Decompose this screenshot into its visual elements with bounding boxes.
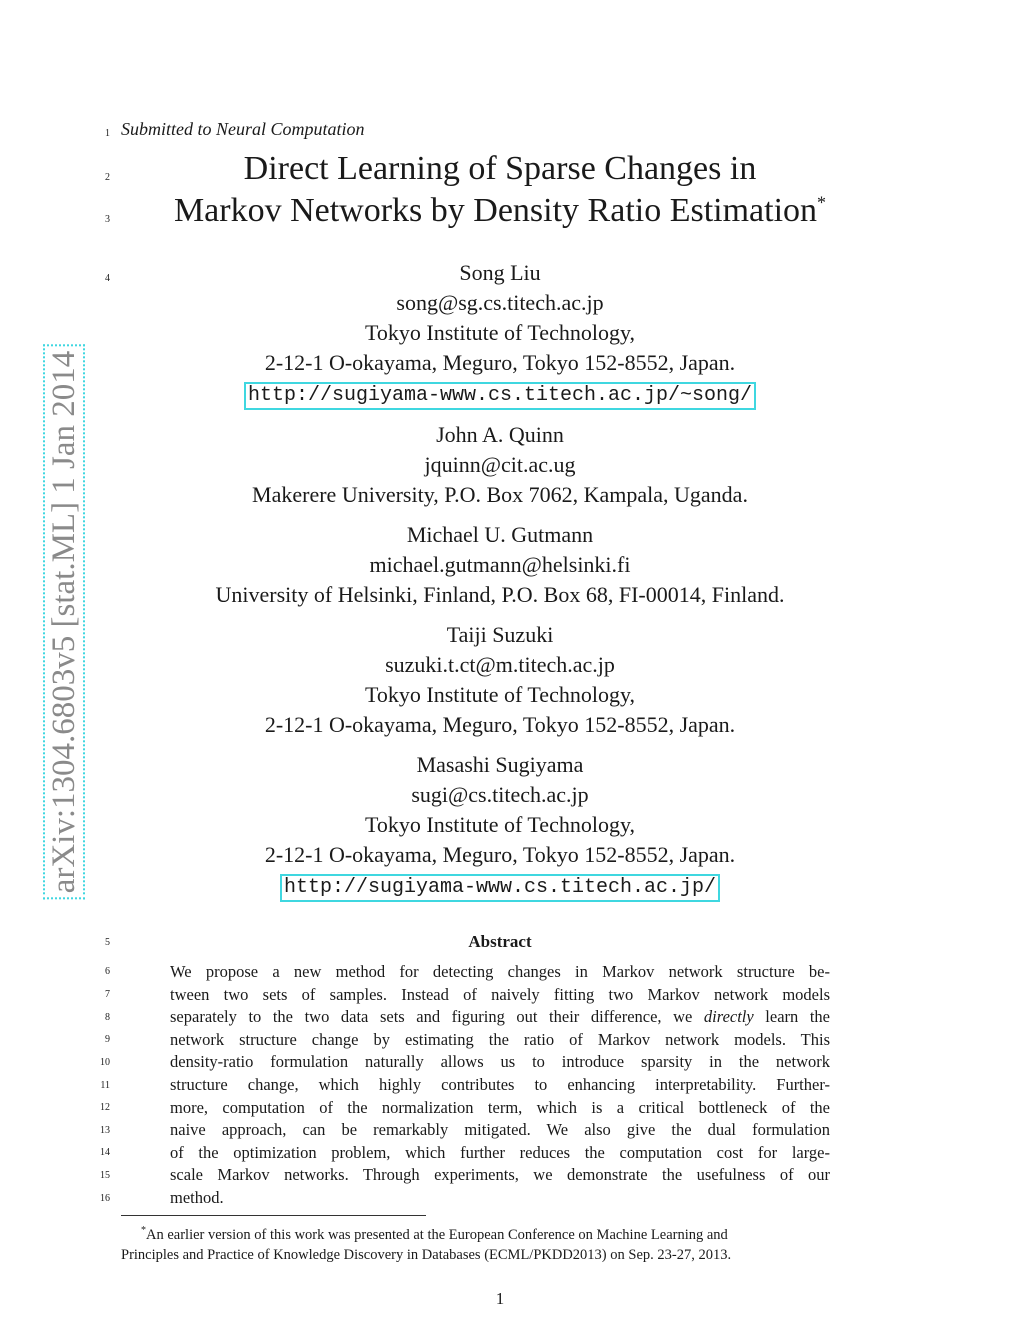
title-footnote-mark[interactable]: * <box>817 192 827 213</box>
line-number: 2 <box>105 172 110 183</box>
author-block <box>150 750 850 902</box>
line-number: 11 <box>100 1080 110 1091</box>
abstract-line: scale Markov networks. Through experiments, we demonstrate the usefulness of our <box>170 1165 830 1185</box>
line-number: 1 <box>105 128 110 139</box>
abstract-line: density-ratio formulation naturally allows us to introduce sparsity in the network <box>170 1052 830 1072</box>
abstract-line: more, computation of the normalization term, which is a critical bottleneck of the <box>170 1097 830 1117</box>
line-number: 5 <box>105 937 110 948</box>
abstract-emphasis: directly <box>703 1007 754 1027</box>
page-number: 1 <box>495 1289 505 1308</box>
author-list <box>150 258 850 912</box>
footnote-line-2: Principles and Practice of Knowledge Discovery in Databases (ECML/PKDD2013) on Sep. 23-27, 2013. <box>121 1246 732 1263</box>
line-number: 15 <box>100 1170 110 1181</box>
abstract-line: network structure change by estimating the ratio of Markov network models. This <box>170 1029 830 1049</box>
abstract-line: of the optimization problem, which further reduces the computation cost for large- <box>170 1142 830 1162</box>
submitted-note: Submitted to Neural Computation <box>121 119 365 139</box>
author-email: suzuki.t.ct@m.titech.ac.jp <box>385 652 615 677</box>
author-address: 2-12-1 O-okayama, Meguro, Tokyo 152-8552, Japan. <box>264 350 736 375</box>
abstract-line: naive approach, can be remarkably mitigated. We also give the dual formulation <box>170 1120 830 1140</box>
arxiv-stamp-link[interactable]: arXiv:1304.6803v5 [stat.ML] 1 Jan 2014 <box>43 345 85 900</box>
abstract-line: structure change, which highly contributes to enhancing interpretability. Further- <box>170 1074 830 1094</box>
line-number: 12 <box>100 1102 110 1113</box>
paper-title-text: Markov Networks by Density Ratio Estimation <box>173 192 818 229</box>
line-number: 14 <box>100 1147 110 1158</box>
author-name: Michael U. Gutmann <box>406 522 594 547</box>
abstract-line: method. <box>170 1187 224 1207</box>
author-affiliation: Tokyo Institute of Technology, <box>364 682 636 707</box>
line-number: 7 <box>105 989 110 1000</box>
abstract-line-text: separately to the two data sets and figuring out their difference, we <box>170 1007 704 1027</box>
author-block <box>150 620 850 740</box>
author-email: song@sg.cs.titech.ac.jp <box>396 290 604 315</box>
line-number: 8 <box>105 1012 110 1023</box>
line-number: 6 <box>105 966 110 977</box>
footnote <box>121 1221 881 1265</box>
line-number: 16 <box>100 1193 110 1204</box>
lab-homepage-link[interactable]: http://sugiyama-www.cs.titech.ac.jp/ <box>280 874 720 902</box>
author-affiliation: University of Helsinki, Finland, P.O. Box 68, FI-00014, Finland. <box>215 582 785 607</box>
author-address: 2-12-1 O-okayama, Meguro, Tokyo 152-8552, Japan. <box>264 712 736 737</box>
author-block <box>150 520 850 610</box>
footnote-mark: * <box>141 1225 146 1236</box>
author-address: 2-12-1 O-okayama, Meguro, Tokyo 152-8552, Japan. <box>264 842 736 867</box>
abstract-line: tween two sets of samples. Instead of naively fitting two Markov network models <box>170 984 830 1004</box>
author-name: Song Liu <box>459 260 541 285</box>
abstract-line: We propose a new method for detecting changes in Markov network structure be- <box>170 962 830 981</box>
author-homepage-link[interactable]: http://sugiyama-www.cs.titech.ac.jp/~song/ <box>244 382 756 410</box>
paper-title-line-1: Direct Learning of Sparse Changes in <box>243 150 757 187</box>
abstract-body <box>170 961 830 1210</box>
footnote-line-1: An earlier version of this work was presented at the European Conference on Machine Learning and <box>146 1226 728 1243</box>
author-email: sugi@cs.titech.ac.jp <box>411 782 589 807</box>
author-affiliation: Makerere University, P.O. Box 7062, Kampala, Uganda. <box>252 482 748 507</box>
author-name: John A. Quinn <box>436 422 564 447</box>
paper-title-line-2 <box>140 190 860 232</box>
abstract-heading: Abstract <box>468 932 532 951</box>
line-number: 10 <box>100 1057 110 1068</box>
author-name: Taiji Suzuki <box>446 622 554 647</box>
line-number: 4 <box>105 273 110 284</box>
line-number: 9 <box>105 1034 110 1045</box>
author-affiliation: Tokyo Institute of Technology, <box>364 320 636 345</box>
abstract-line-tail: learn the <box>753 1007 830 1027</box>
line-number: 13 <box>100 1125 110 1136</box>
author-block <box>150 420 850 510</box>
abstract-line <box>170 1006 830 1029</box>
line-number: 3 <box>105 214 110 225</box>
author-email: michael.gutmann@helsinki.fi <box>369 552 631 577</box>
author-block <box>150 258 850 410</box>
author-affiliation: Tokyo Institute of Technology, <box>364 812 636 837</box>
author-name: Masashi Sugiyama <box>416 752 584 777</box>
footnote-rule <box>121 1215 426 1216</box>
author-email: jquinn@cit.ac.ug <box>424 452 576 477</box>
